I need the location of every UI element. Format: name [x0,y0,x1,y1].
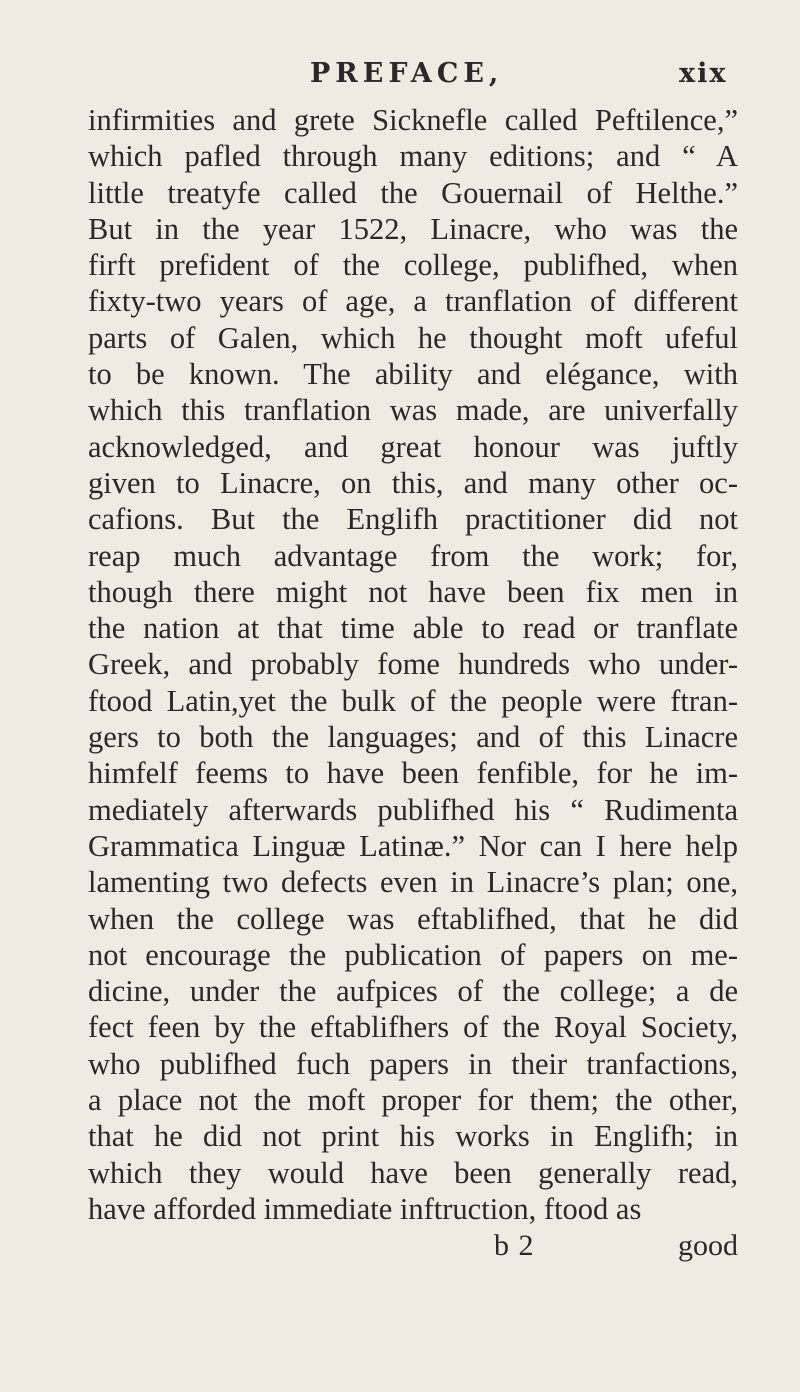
text-line: himfelf feems to have been fenfible, for he im- [88,756,738,791]
text-line: But in the year 1522, Linacre, who was the [88,211,738,246]
text-line: the nation at that time able to read or tranflate [88,611,738,646]
text-line: a place not the moft proper for them; the other, [88,1083,738,1118]
text-line: dicine, under the aufpices of the college; a de [88,974,738,1009]
text-line: infirmities and grete Sicknefle called Peftilence,” [88,103,738,137]
text-line: reap much advantage from the work; for, [88,538,738,573]
text-line: which they would have been generally read, [88,1155,738,1190]
text-line: cafions. But the Englifh practitioner did not [88,502,738,537]
text-line: mediately afterwards publifhed his “ Rudimenta [88,792,738,827]
text-line: lamenting two defects even in Linacre’s plan; one, [88,865,738,900]
text-line: that he did not print his works in Englifh; in [88,1119,738,1154]
text-line: though there might not have been fix men in [88,574,738,609]
text-line: fect feen by the eftablifhers of the Royal Society, [88,1010,738,1045]
catchword: good [678,1229,738,1262]
text-line: little treatyfe called the Gouernail of Helthe.” [88,175,738,210]
text-line: ftood Latin,yet the bulk of the people were ftran- [88,683,738,718]
text-line: to be known. The ability and elégance, with [88,357,738,392]
page-footer [88,1229,738,1269]
running-head [0,54,800,94]
text-line: gers to both the languages; and of this Linacre [88,720,738,755]
running-head-title: PREFACE, [310,58,504,89]
text-line: not encourage the publication of papers on me- [88,937,738,972]
text-line: given to Linacre, on this, and many other oc- [88,465,738,500]
text-line: acknowledged, and great honour was juftly [88,429,738,464]
text-line: parts of Galen, which he thought moft ufeful [88,320,738,355]
page-number: xix [679,58,728,89]
text-line: firft prefident of the college, publifhed, when [88,248,738,283]
text-line: which pafled through many editions; and “ A [88,139,738,174]
text-line: which this tranflation was made, are univerfally [88,393,738,428]
text-line: who publifhed fuch papers in their tranfactions, [88,1046,738,1081]
body-text [88,102,738,1227]
text-line: have afforded immediate inftruction, ftood as [88,1191,642,1226]
signature-mark: b 2 [494,1229,535,1262]
text-line: fixty-two years of age, a tranflation of different [88,284,738,319]
text-line: Greek, and probably fome hundreds who under- [88,647,738,682]
text-line: when the college was eftablifhed, that he did [88,901,738,936]
text-line: Grammatica Linguæ Latinæ.” Nor can I here help [88,828,738,863]
